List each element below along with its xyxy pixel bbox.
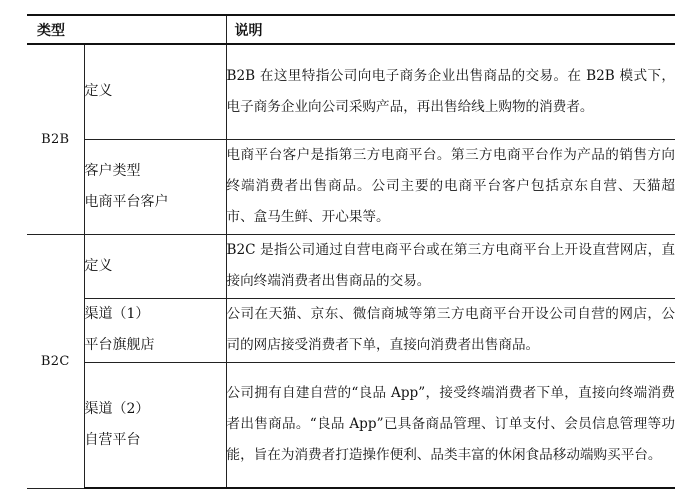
table-row [27, 234, 675, 298]
row-description: 公司拥有自建自营的“良品 App”，接受终端消费者下单，直接向终端消费者出售商品。“良品 App”已具备商品管理、订单支付、会员信息管理等功能，旨在为消费者打造操作便利、品类丰富的休闲食品移动端购买平台。 [226, 362, 675, 488]
sub-label-line: 电商平台客户 [84, 193, 169, 210]
table-row [27, 298, 675, 362]
sub-label-line: 渠道（1） [84, 306, 150, 322]
table-header-row [27, 15, 675, 44]
header-type: 类型 [27, 15, 226, 44]
row-sub-label [84, 234, 226, 298]
table-row [27, 44, 675, 139]
row-description: 公司在天猫、京东、微信商城等第三方电商平台开设公司自营的网店，公司的网店接受消费者下单，直接向消费者出售商品。 [226, 298, 675, 362]
row-description: B2B 在这里特指公司向电子商务企业出售商品的交易。在 B2B 模式下，电子商务企业向公司采购产品，再出售给线上购物的消费者。 [226, 44, 675, 139]
row-sub-label [84, 298, 226, 362]
row-sub-label [84, 362, 226, 488]
table-row [27, 139, 675, 234]
row-sub-label [84, 44, 226, 139]
header-description: 说明 [226, 15, 675, 44]
business-model-table [27, 14, 675, 489]
sub-label-line: 定义 [84, 257, 113, 274]
group-label-b2b: B2B [27, 44, 84, 234]
sub-label-line: 客户类型 [84, 162, 141, 179]
sub-label-line: 自营平台 [84, 431, 141, 448]
table-row [27, 362, 675, 488]
group-label-b2c: B2C [27, 234, 84, 488]
sub-label-line: 定义 [84, 83, 113, 100]
row-description: 电商平台客户是指第三方电商平台。第三方电商平台作为产品的销售方向终端消费者出售商品。公司主要的电商平台客户包括京东自营、天猫超市、盒马生鲜、开心果等。 [226, 139, 675, 234]
row-description: B2C 是指公司通过自营电商平台或在第三方电商平台上开设直营网店，直接向终端消费者出售商品的交易。 [226, 234, 675, 298]
row-sub-label [84, 139, 226, 234]
sub-label-line: 平台旗舰店 [84, 337, 155, 353]
sub-label-line: 渠道（2） [84, 400, 150, 417]
